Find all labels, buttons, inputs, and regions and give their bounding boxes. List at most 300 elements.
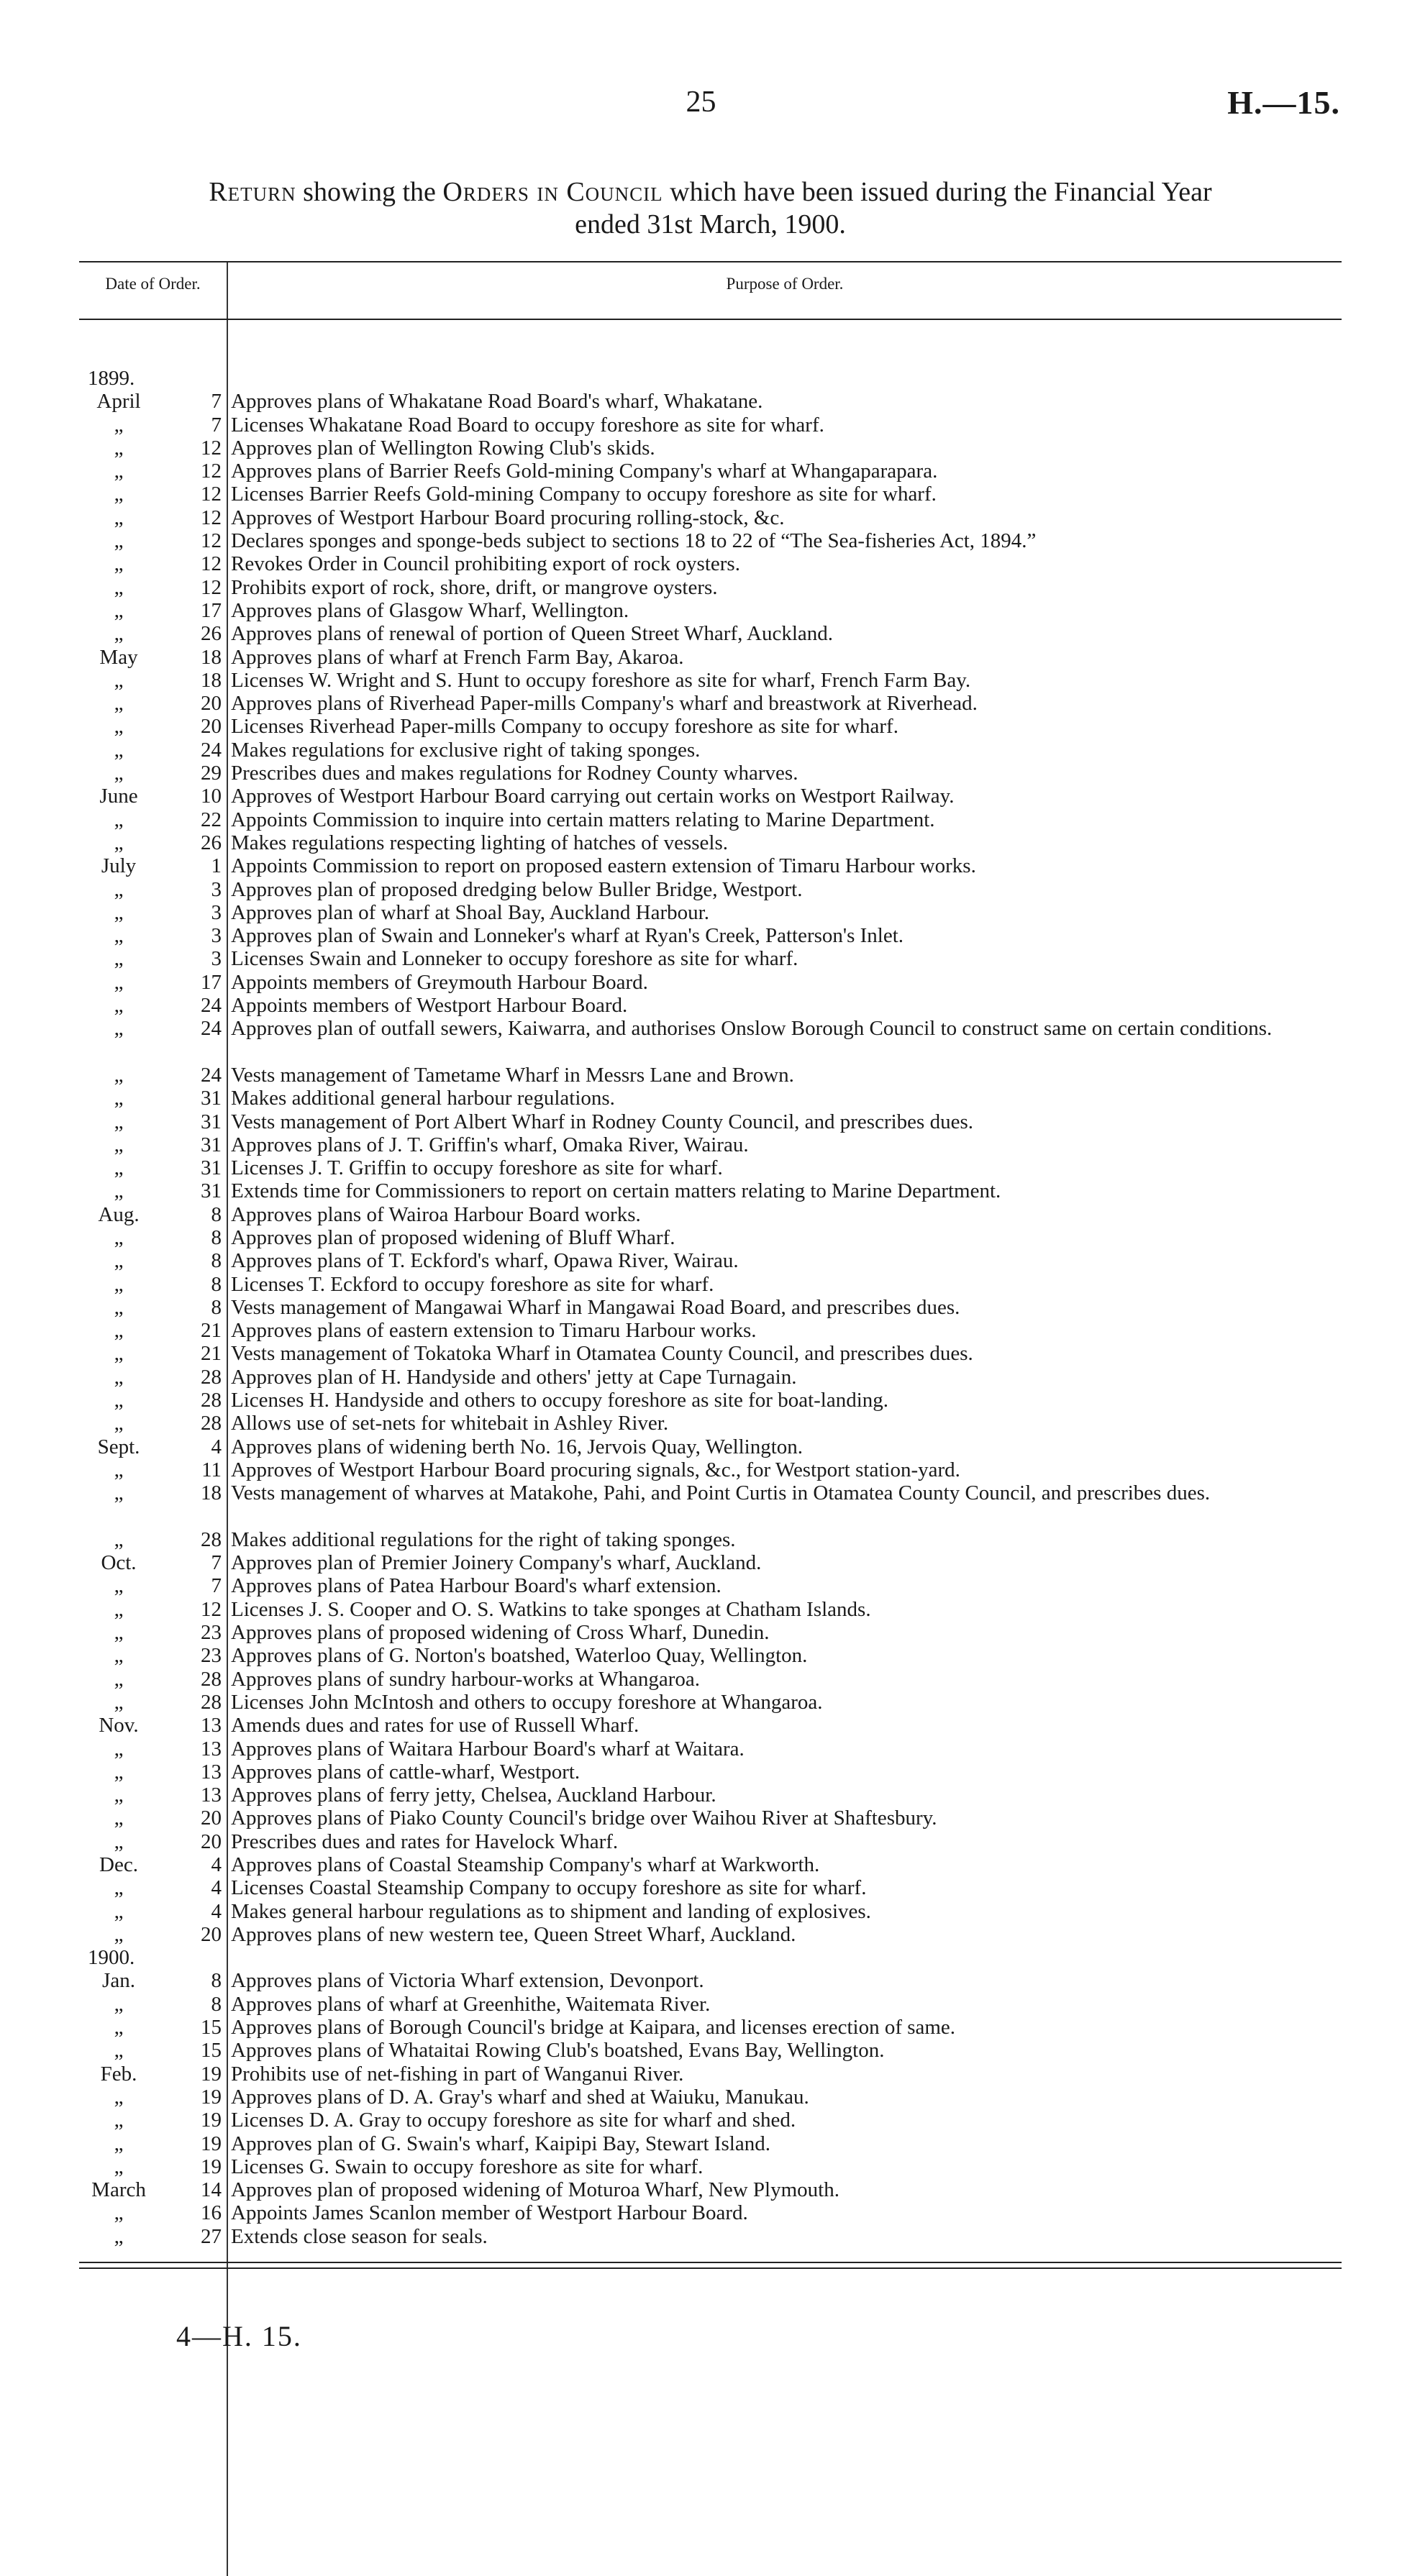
order-month: „ bbox=[114, 2085, 124, 2109]
order-purpose: Approves plans of G. Norton's boatshed, Waterloo Quay, Wellington. bbox=[231, 1644, 808, 1668]
order-purpose: Extends time for Commissioners to report on certain matters relating to Marine Department. bbox=[231, 1179, 1001, 1203]
order-day: 20 bbox=[201, 1922, 222, 1946]
order-purpose: Appoints members of Westport Harbour Board. bbox=[231, 994, 628, 1018]
table-bottom-rule bbox=[79, 2262, 1342, 2263]
order-day: 13 bbox=[201, 1737, 222, 1760]
order-purpose: Approves plans of J. T. Griffin's wharf, Omaka River, Wairau. bbox=[231, 1133, 749, 1156]
order-purpose: Approves plans of Patea Harbour Board's wharf extension. bbox=[231, 1574, 722, 1598]
order-purpose: Licenses G. Swain to occupy foreshore as site for wharf. bbox=[231, 2155, 704, 2178]
order-day: 4 bbox=[211, 1435, 222, 1458]
order-month: June bbox=[99, 785, 138, 808]
table-row bbox=[79, 924, 1342, 947]
table-row bbox=[79, 1969, 1342, 1992]
order-day: 31 bbox=[201, 1087, 222, 1110]
table-row bbox=[79, 669, 1342, 692]
order-purpose: Licenses Coastal Steamship Company to occupy foreshore as site for wharf. bbox=[231, 1876, 867, 1900]
order-month: „ bbox=[114, 1690, 124, 1714]
table-row bbox=[79, 1528, 1342, 1551]
order-month: „ bbox=[114, 762, 124, 785]
order-purpose: Approves plans of Barrier Reefs Gold-mining Company's wharf at Whangaparapara. bbox=[231, 460, 938, 483]
order-purpose: Approves plans of Riverhead Paper-mills Company's wharf and breastwork at Riverhead. bbox=[231, 692, 978, 716]
table-row bbox=[79, 1064, 1342, 1087]
order-day: 31 bbox=[201, 1133, 222, 1156]
table-row bbox=[79, 1156, 1342, 1179]
order-day: 20 bbox=[201, 692, 222, 716]
document-code: H.—15. bbox=[1227, 84, 1340, 121]
order-day: 11 bbox=[201, 1458, 222, 1481]
table-row bbox=[79, 2178, 1342, 2201]
order-purpose: Extends close season for seals. bbox=[231, 2224, 488, 2248]
table-bottom-rule-2 bbox=[79, 2267, 1342, 2269]
order-purpose: Licenses Riverhead Paper-mills Company to occupy foreshore as site for wharf. bbox=[231, 715, 898, 739]
table-row bbox=[79, 1458, 1342, 1481]
table-row bbox=[79, 1179, 1342, 1202]
order-day: 7 bbox=[211, 1551, 222, 1575]
order-purpose: Approves plans of T. Eckford's wharf, Opawa River, Wairau. bbox=[231, 1249, 739, 1273]
order-month: „ bbox=[114, 1574, 124, 1598]
table-row bbox=[79, 2016, 1342, 2039]
order-purpose: Prohibits use of net-fishing in part of Wanganui River. bbox=[231, 2062, 684, 2086]
order-day: 19 bbox=[201, 2155, 222, 2178]
order-purpose: Licenses Barrier Reefs Gold-mining Company to occupy foreshore as site for wharf. bbox=[231, 483, 937, 506]
table-row bbox=[79, 1412, 1342, 1435]
order-purpose: Approves plans of eastern extension to Timaru Harbour works. bbox=[231, 1319, 757, 1343]
order-purpose: Declares sponges and sponge-beds subject to sections 18 to 22 of “The Sea-fisheries Act, 1894.” bbox=[231, 529, 1037, 553]
order-month: „ bbox=[114, 1783, 124, 1807]
order-month: „ bbox=[114, 668, 124, 692]
order-month: „ bbox=[114, 413, 124, 437]
order-month: Jan. bbox=[102, 1969, 135, 1993]
order-month: „ bbox=[114, 1272, 124, 1296]
order-purpose: Revokes Order in Council prohibiting export of rock oysters. bbox=[231, 552, 740, 576]
order-day: 12 bbox=[201, 483, 222, 506]
table-row bbox=[79, 437, 1342, 460]
table-row bbox=[79, 1087, 1342, 1110]
table-row bbox=[79, 971, 1342, 994]
order-purpose: Approves plans of Piako County Council's bridge over Waihou River at Shaftesbury. bbox=[231, 1807, 937, 1830]
order-purpose: Approves plans of Borough Council's bridge at Kaipara, and licenses erection of same. bbox=[231, 2016, 956, 2040]
order-month: „ bbox=[114, 529, 124, 553]
order-purpose: Approves plans of D. A. Gray's wharf and shed at Waiuku, Manukau. bbox=[231, 2085, 809, 2109]
order-purpose: Approves plan of Wellington Rowing Club's skids. bbox=[231, 436, 655, 460]
table-row bbox=[79, 622, 1342, 645]
order-purpose: Approves plan of Swain and Lonneker's wharf at Ryan's Creek, Patterson's Inlet. bbox=[231, 924, 904, 948]
purpose-column-header: Purpose of Order. bbox=[726, 275, 844, 293]
order-day: 28 bbox=[201, 1365, 222, 1389]
order-month: „ bbox=[114, 1225, 124, 1249]
order-month: „ bbox=[114, 994, 124, 1018]
order-day: 20 bbox=[201, 1807, 222, 1830]
order-month: „ bbox=[114, 1644, 124, 1668]
order-month: „ bbox=[114, 1133, 124, 1156]
order-month: „ bbox=[114, 692, 124, 716]
order-month: „ bbox=[114, 575, 124, 599]
table-row bbox=[79, 414, 1342, 437]
table-row bbox=[79, 1435, 1342, 1458]
order-month: Oct. bbox=[101, 1551, 137, 1575]
order-purpose: Approves plans of sundry harbour-works at Whangaroa. bbox=[231, 1667, 701, 1691]
order-purpose: Licenses J. S. Cooper and O. S. Watkins to take sponges at Chatham Islands. bbox=[231, 1597, 871, 1621]
order-month: Nov. bbox=[99, 1714, 139, 1737]
title-return-word: Return bbox=[209, 177, 296, 207]
order-month: „ bbox=[114, 900, 124, 924]
order-month: „ bbox=[114, 1342, 124, 1366]
order-month: „ bbox=[114, 738, 124, 762]
order-day: 22 bbox=[201, 808, 222, 831]
order-purpose: Allows use of set-nets for whitebait in Ashley River. bbox=[231, 1412, 669, 1435]
order-day: 26 bbox=[201, 622, 222, 646]
order-purpose: Approves of Westport Harbour Board procuring rolling-stock, &c. bbox=[231, 506, 785, 529]
order-purpose: Appoints members of Greymouth Harbour Board. bbox=[231, 970, 648, 994]
order-month: „ bbox=[114, 598, 124, 622]
order-purpose: Approves plans of Coastal Steamship Company's wharf at Warkworth. bbox=[231, 1853, 820, 1876]
order-month: „ bbox=[114, 436, 124, 460]
order-purpose: Approves plans of Whataitai Rowing Club's boatshed, Evans Bay, Wellington. bbox=[231, 2039, 885, 2063]
title-text-a: showing the bbox=[296, 177, 443, 207]
table-row bbox=[79, 1342, 1342, 1365]
order-month: March bbox=[91, 2178, 146, 2202]
orders-table-body bbox=[79, 367, 1342, 2248]
order-day: 8 bbox=[211, 1249, 222, 1273]
title-line-1 bbox=[79, 176, 1342, 209]
order-day: 18 bbox=[201, 645, 222, 669]
order-day: 17 bbox=[201, 970, 222, 994]
table-row bbox=[79, 831, 1342, 854]
year-label: 1899. bbox=[88, 367, 135, 390]
order-day: 7 bbox=[211, 413, 222, 437]
order-month: „ bbox=[114, 1621, 124, 1645]
table-row bbox=[79, 460, 1342, 483]
order-day: 20 bbox=[201, 1830, 222, 1853]
order-purpose: Prescribes dues and rates for Havelock Wharf. bbox=[231, 1830, 619, 1853]
table-row bbox=[79, 1551, 1342, 1574]
order-day: 28 bbox=[201, 1527, 222, 1551]
order-month: „ bbox=[114, 1922, 124, 1946]
footer-signature: 4—H. 15. bbox=[176, 2320, 302, 2352]
table-row bbox=[79, 1993, 1342, 2016]
order-day: 8 bbox=[211, 1969, 222, 1993]
order-month: „ bbox=[114, 947, 124, 971]
order-purpose: Approves plans of Whakatane Road Board's wharf, Whakatane. bbox=[231, 390, 763, 414]
order-day: 3 bbox=[211, 877, 222, 901]
order-day: 3 bbox=[211, 947, 222, 971]
order-month: „ bbox=[114, 1899, 124, 1923]
table-row bbox=[79, 1110, 1342, 1133]
return-title bbox=[79, 176, 1342, 241]
order-month: „ bbox=[114, 1807, 124, 1830]
order-day: 31 bbox=[201, 1156, 222, 1180]
table-row bbox=[79, 1807, 1342, 1830]
order-day: 8 bbox=[211, 1295, 222, 1319]
order-day: 18 bbox=[201, 668, 222, 692]
order-month: „ bbox=[114, 1597, 124, 1621]
order-purpose: Approves plans of wharf at Greenhithe, Waitemata River. bbox=[231, 1992, 711, 2016]
order-month: „ bbox=[114, 1110, 124, 1133]
table-row bbox=[79, 1296, 1342, 1319]
order-purpose: Makes regulations respecting lighting of hatches of vessels. bbox=[231, 831, 729, 854]
order-purpose: Makes regulations for exclusive right of taking sponges. bbox=[231, 738, 701, 762]
order-purpose: Vests management of wharves at Matakohe, Pahi, and Point Curtis in Otamatea County Council, and prescribes dues. bbox=[231, 1481, 1211, 1505]
order-day: 24 bbox=[201, 738, 222, 762]
table-row bbox=[79, 367, 1342, 390]
order-purpose: Approves plans of Waitara Harbour Board's wharf at Waitara. bbox=[231, 1737, 745, 1760]
table-row bbox=[79, 1621, 1342, 1644]
order-day: 28 bbox=[201, 1389, 222, 1412]
table-row bbox=[79, 1574, 1342, 1597]
order-purpose: Makes additional general harbour regulations. bbox=[231, 1087, 615, 1110]
order-purpose: Approves plan of wharf at Shoal Bay, Auckland Harbour. bbox=[231, 900, 709, 924]
table-row bbox=[79, 2201, 1342, 2224]
table-row bbox=[79, 1226, 1342, 1249]
order-month: Aug. bbox=[98, 1202, 140, 1226]
order-month: „ bbox=[114, 1249, 124, 1273]
order-month: „ bbox=[114, 2155, 124, 2178]
order-purpose: Approves plan of Premier Joinery Company's wharf, Auckland. bbox=[231, 1551, 762, 1575]
order-month: „ bbox=[114, 1319, 124, 1343]
order-month: Dec. bbox=[99, 1853, 138, 1876]
order-month: „ bbox=[114, 2109, 124, 2132]
order-day: 13 bbox=[201, 1783, 222, 1807]
order-purpose: Amends dues and rates for use of Russell Wharf. bbox=[231, 1714, 639, 1737]
order-day: 15 bbox=[201, 2016, 222, 2040]
table-row bbox=[79, 1853, 1342, 1876]
order-month: „ bbox=[114, 1830, 124, 1853]
order-day: 24 bbox=[201, 1063, 222, 1087]
order-day: 8 bbox=[211, 1225, 222, 1249]
table-row bbox=[79, 901, 1342, 924]
order-day: 12 bbox=[201, 529, 222, 553]
table-row bbox=[79, 1900, 1342, 1923]
table-row bbox=[79, 576, 1342, 599]
order-month: „ bbox=[114, 831, 124, 854]
order-purpose: Licenses W. Wright and S. Hunt to occupy foreshore as site for wharf, French Farm Bay. bbox=[231, 668, 971, 692]
table-row bbox=[79, 1830, 1342, 1853]
order-month: „ bbox=[114, 1179, 124, 1203]
order-day: 20 bbox=[201, 715, 222, 739]
order-purpose: Vests management of Mangawai Wharf in Mangawai Road Board, and prescribes dues. bbox=[231, 1295, 960, 1319]
order-purpose: Prescribes dues and makes regulations for Rodney County wharves. bbox=[231, 762, 798, 785]
order-purpose: Approves plan of H. Handyside and others' jetty at Cape Turnagain. bbox=[231, 1365, 797, 1389]
order-month: „ bbox=[114, 2132, 124, 2155]
order-purpose: Approves plans of Glasgow Wharf, Wellington. bbox=[231, 598, 629, 622]
order-purpose: Licenses Swain and Lonneker to occupy foreshore as site for wharf. bbox=[231, 947, 798, 971]
order-month: „ bbox=[114, 1412, 124, 1435]
order-day: 4 bbox=[211, 1853, 222, 1876]
title-orders-word: Orders in Council bbox=[442, 177, 663, 207]
order-month: „ bbox=[114, 808, 124, 831]
table-row bbox=[79, 947, 1342, 970]
order-day: 29 bbox=[201, 762, 222, 785]
order-purpose: Approves plan of outfall sewers, Kaiwarra, and authorises Onslow Borough Council to construct same on certain conditions. bbox=[231, 1017, 1273, 1041]
order-month: July bbox=[101, 854, 137, 878]
order-month: „ bbox=[114, 1527, 124, 1551]
order-day: 15 bbox=[201, 2039, 222, 2063]
order-month: „ bbox=[114, 715, 124, 739]
order-day: 23 bbox=[201, 1621, 222, 1645]
order-purpose: Licenses J. T. Griffin to occupy foreshore as site for wharf. bbox=[231, 1156, 723, 1180]
order-day: 14 bbox=[201, 2178, 222, 2202]
order-day: 10 bbox=[201, 785, 222, 808]
order-day: 28 bbox=[201, 1690, 222, 1714]
order-day: 27 bbox=[201, 2224, 222, 2248]
table-row bbox=[79, 692, 1342, 715]
table-row bbox=[79, 2039, 1342, 2062]
table-row bbox=[79, 854, 1342, 877]
order-purpose: Vests management of Tametame Wharf in Messrs Lane and Brown. bbox=[231, 1063, 794, 1087]
order-day: 24 bbox=[201, 994, 222, 1018]
table-row bbox=[79, 739, 1342, 762]
order-day: 7 bbox=[211, 390, 222, 414]
table-row bbox=[79, 506, 1342, 529]
order-month: „ bbox=[114, 1389, 124, 1412]
table-row bbox=[79, 878, 1342, 901]
order-day: 12 bbox=[201, 460, 222, 483]
table-row bbox=[79, 483, 1342, 506]
order-purpose: Approves plans of new western tee, Queen Street Wharf, Auckland. bbox=[231, 1922, 796, 1946]
order-month: „ bbox=[114, 1063, 124, 1087]
order-day: 28 bbox=[201, 1667, 222, 1691]
order-month: „ bbox=[114, 2016, 124, 2040]
order-month: „ bbox=[114, 1760, 124, 1783]
table-row bbox=[79, 1133, 1342, 1156]
order-day: 1 bbox=[211, 854, 222, 878]
order-purpose: Licenses H. Handyside and others to occupy foreshore as site for boat-landing. bbox=[231, 1389, 889, 1412]
table-row bbox=[79, 1783, 1342, 1807]
order-day: 24 bbox=[201, 1017, 222, 1041]
order-purpose: Vests management of Tokatoka Wharf in Otamatea County Council, and prescribes dues. bbox=[231, 1342, 973, 1366]
order-day: 17 bbox=[201, 598, 222, 622]
order-month: May bbox=[99, 645, 138, 669]
table-row bbox=[79, 1946, 1342, 1969]
order-purpose: Approves plan of proposed widening of Moturoa Wharf, New Plymouth. bbox=[231, 2178, 839, 2202]
order-purpose: Appoints James Scanlon member of Westport Harbour Board. bbox=[231, 2201, 748, 2225]
table-row bbox=[79, 1319, 1342, 1342]
order-day: 31 bbox=[201, 1110, 222, 1133]
order-purpose: Approves plan of proposed widening of Bluff Wharf. bbox=[231, 1225, 675, 1249]
order-day: 21 bbox=[201, 1319, 222, 1343]
table-row bbox=[79, 2132, 1342, 2155]
table-row bbox=[79, 715, 1342, 738]
table-row bbox=[79, 1691, 1342, 1714]
order-month: „ bbox=[114, 1365, 124, 1389]
order-purpose: Approves plans of wharf at French Farm Bay, Akaroa. bbox=[231, 645, 684, 669]
order-purpose: Approves plan of G. Swain's wharf, Kaipipi Bay, Stewart Island. bbox=[231, 2132, 770, 2155]
order-month: Sept. bbox=[97, 1435, 140, 1458]
order-day: 12 bbox=[201, 552, 222, 576]
table-top-rule bbox=[79, 261, 1342, 262]
order-day: 13 bbox=[201, 1760, 222, 1783]
order-month: „ bbox=[114, 1156, 124, 1180]
table-row bbox=[79, 1598, 1342, 1621]
order-purpose: Approves plans of Victoria Wharf extension, Devonport. bbox=[231, 1969, 704, 1993]
table-row bbox=[79, 2155, 1342, 2178]
order-purpose: Approves of Westport Harbour Board carrying out certain works on Westport Railway. bbox=[231, 785, 955, 808]
order-month: „ bbox=[114, 2201, 124, 2225]
table-row bbox=[79, 1273, 1342, 1296]
table-row bbox=[79, 646, 1342, 669]
order-day: 23 bbox=[201, 1644, 222, 1668]
order-month: „ bbox=[114, 2039, 124, 2063]
year-label: 1900. bbox=[88, 1946, 135, 1970]
order-purpose: Licenses T. Eckford to occupy foreshore as site for wharf. bbox=[231, 1272, 714, 1296]
order-purpose: Approves plans of ferry jetty, Chelsea, Auckland Harbour. bbox=[231, 1783, 716, 1807]
table-row bbox=[79, 2109, 1342, 2132]
table-row bbox=[79, 762, 1342, 785]
table-row bbox=[79, 1249, 1342, 1272]
order-day: 12 bbox=[201, 506, 222, 529]
order-purpose: Makes additional regulations for the right of taking sponges. bbox=[231, 1527, 736, 1551]
order-month: Feb. bbox=[100, 2062, 137, 2086]
table-row bbox=[79, 1737, 1342, 1760]
order-day: 3 bbox=[211, 900, 222, 924]
order-month: „ bbox=[114, 622, 124, 646]
order-purpose: Licenses D. A. Gray to occupy foreshore as site for wharf and shed. bbox=[231, 2109, 796, 2132]
order-purpose: Licenses Whakatane Road Board to occupy foreshore as site for wharf. bbox=[231, 413, 824, 437]
order-day: 12 bbox=[201, 436, 222, 460]
table-row bbox=[79, 390, 1342, 413]
order-day: 21 bbox=[201, 1342, 222, 1366]
title-text-b: which have been issued during the Financial Year bbox=[663, 177, 1212, 207]
table-row bbox=[79, 1644, 1342, 1667]
order-day: 18 bbox=[201, 1481, 222, 1505]
table-row bbox=[79, 994, 1342, 1017]
order-purpose: Prohibits export of rock, shore, drift, or mangrove oysters. bbox=[231, 575, 718, 599]
order-purpose: Approves plans of proposed widening of Cross Wharf, Dunedin. bbox=[231, 1621, 770, 1645]
order-purpose: Approves plans of Wairoa Harbour Board works. bbox=[231, 1202, 641, 1226]
order-day: 26 bbox=[201, 831, 222, 854]
order-month: „ bbox=[114, 460, 124, 483]
table-row bbox=[79, 1481, 1342, 1528]
order-purpose: Approves plans of widening berth No. 16, Jervois Quay, Wellington. bbox=[231, 1435, 804, 1458]
order-month: „ bbox=[114, 1737, 124, 1760]
order-month: „ bbox=[114, 483, 124, 506]
order-day: 16 bbox=[201, 2201, 222, 2225]
table-row bbox=[79, 808, 1342, 831]
order-month: „ bbox=[114, 877, 124, 901]
table-row bbox=[79, 2063, 1342, 2086]
table-row bbox=[79, 1389, 1342, 1412]
order-day: 12 bbox=[201, 1597, 222, 1621]
order-day: 7 bbox=[211, 1574, 222, 1598]
order-purpose: Makes general harbour regulations as to shipment and landing of explosives. bbox=[231, 1899, 871, 1923]
order-month: „ bbox=[114, 924, 124, 948]
order-purpose: Vests management of Port Albert Wharf in Rodney County Council, and prescribes dues. bbox=[231, 1110, 973, 1133]
table-row bbox=[79, 1203, 1342, 1226]
title-line-2: ended 31st March, 1900. bbox=[575, 209, 846, 239]
order-day: 19 bbox=[201, 2062, 222, 2086]
table-row bbox=[79, 2086, 1342, 2109]
table-row bbox=[79, 1017, 1342, 1064]
order-day: 28 bbox=[201, 1412, 222, 1435]
page-number: 25 bbox=[686, 86, 716, 119]
order-month: „ bbox=[114, 1667, 124, 1691]
order-purpose: Approves plans of renewal of portion of Queen Street Wharf, Auckland. bbox=[231, 622, 833, 646]
date-column-header: Date of Order. bbox=[105, 275, 201, 293]
order-month: „ bbox=[114, 1481, 124, 1505]
order-day: 13 bbox=[201, 1714, 222, 1737]
table-row bbox=[79, 1668, 1342, 1691]
table-row bbox=[79, 599, 1342, 622]
table-row bbox=[79, 1366, 1342, 1389]
order-month: „ bbox=[114, 1992, 124, 2016]
order-purpose: Appoints Commission to report on proposed eastern extension of Timaru Harbour works. bbox=[231, 854, 976, 878]
table-row bbox=[79, 529, 1342, 552]
order-month: „ bbox=[114, 506, 124, 529]
header-bottom-rule bbox=[79, 319, 1342, 320]
table-row bbox=[79, 1760, 1342, 1783]
order-month: „ bbox=[114, 552, 124, 576]
order-day: 19 bbox=[201, 2085, 222, 2109]
